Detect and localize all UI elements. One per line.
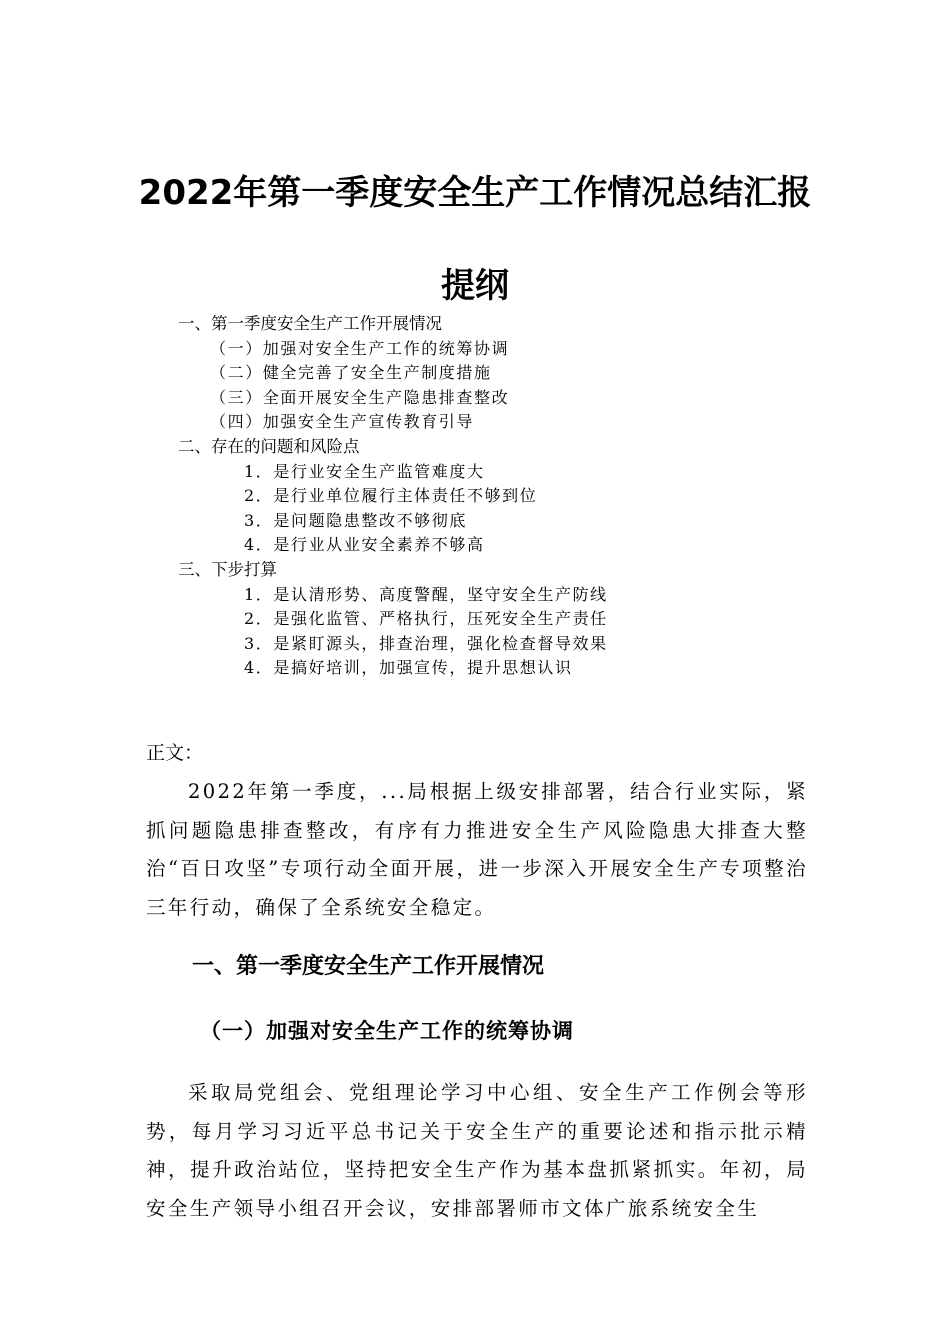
- outline-section-heading: 一、第一季度安全生产工作开展情况: [178, 314, 442, 333]
- outline-item: （三）全面开展安全生产隐患排查整改: [210, 387, 510, 407]
- intro-paragraph: 2022年第一季度，...局根据上级安排部署，结合行业实际，紧抓问题隐患排查整改，有序有力推进安全生产风险隐患大排查大整治“百日攻坚”专项行动全面开展，进一步深入开展安全生产专项整治三年行动，确保了全系统安全稳定。: [146, 780, 808, 919]
- outline-title: 提纲: [441, 266, 509, 306]
- outline-item: 3．是问题隐患整改不够彻底: [244, 510, 467, 530]
- outline-section-heading: 三、下步打算: [178, 559, 277, 579]
- outline-item: 1．是行业安全生产监管难度大: [244, 461, 485, 481]
- outline-item: （一）加强对安全生产工作的统筹协调: [210, 338, 510, 358]
- outline-item: （四）加强安全生产宣传教育引导: [210, 412, 475, 432]
- section-heading: 一、第一季度安全生产工作开展情况: [192, 954, 545, 979]
- outline-item: 2．是行业单位履行主体责任不够到位: [244, 486, 538, 506]
- outline-section-heading: 二、存在的问题和风险点: [178, 436, 360, 456]
- outline-item: 4．是行业从业安全素养不够高: [244, 535, 485, 555]
- outline-item: 1．是认清形势、高度警醒，坚守安全生产防线: [244, 584, 608, 604]
- subsection-heading: （一）加强对安全生产工作的统筹协调: [200, 1018, 574, 1043]
- outline-item: 4．是搞好培训，加强宣传，提升思想认识: [244, 658, 573, 678]
- outline: [0, 312, 950, 681]
- outline-item: 3．是紧盯源头，排查治理，强化检查督导效果: [244, 633, 608, 653]
- body-paragraph: 采取局党组会、党组理论学习中心组、安全生产工作例会等形势，每月学习习近平总书记关于安全生产的重要论述和指示批示精神，提升政治站位，坚持把安全生产作为基本盘抓紧抓实。年初，局安全生产领导小组召开会议，安排部署师市文体广旅系统安全生: [146, 1081, 808, 1220]
- body-label: 正文：: [146, 742, 204, 764]
- outline-item: （二）健全完善了安全生产制度措施: [210, 363, 492, 383]
- document-title: 2022年第一季度安全生产工作情况总结汇报: [138, 173, 812, 213]
- outline-item: 2．是强化监管、严格执行，压死安全生产责任: [244, 609, 608, 629]
